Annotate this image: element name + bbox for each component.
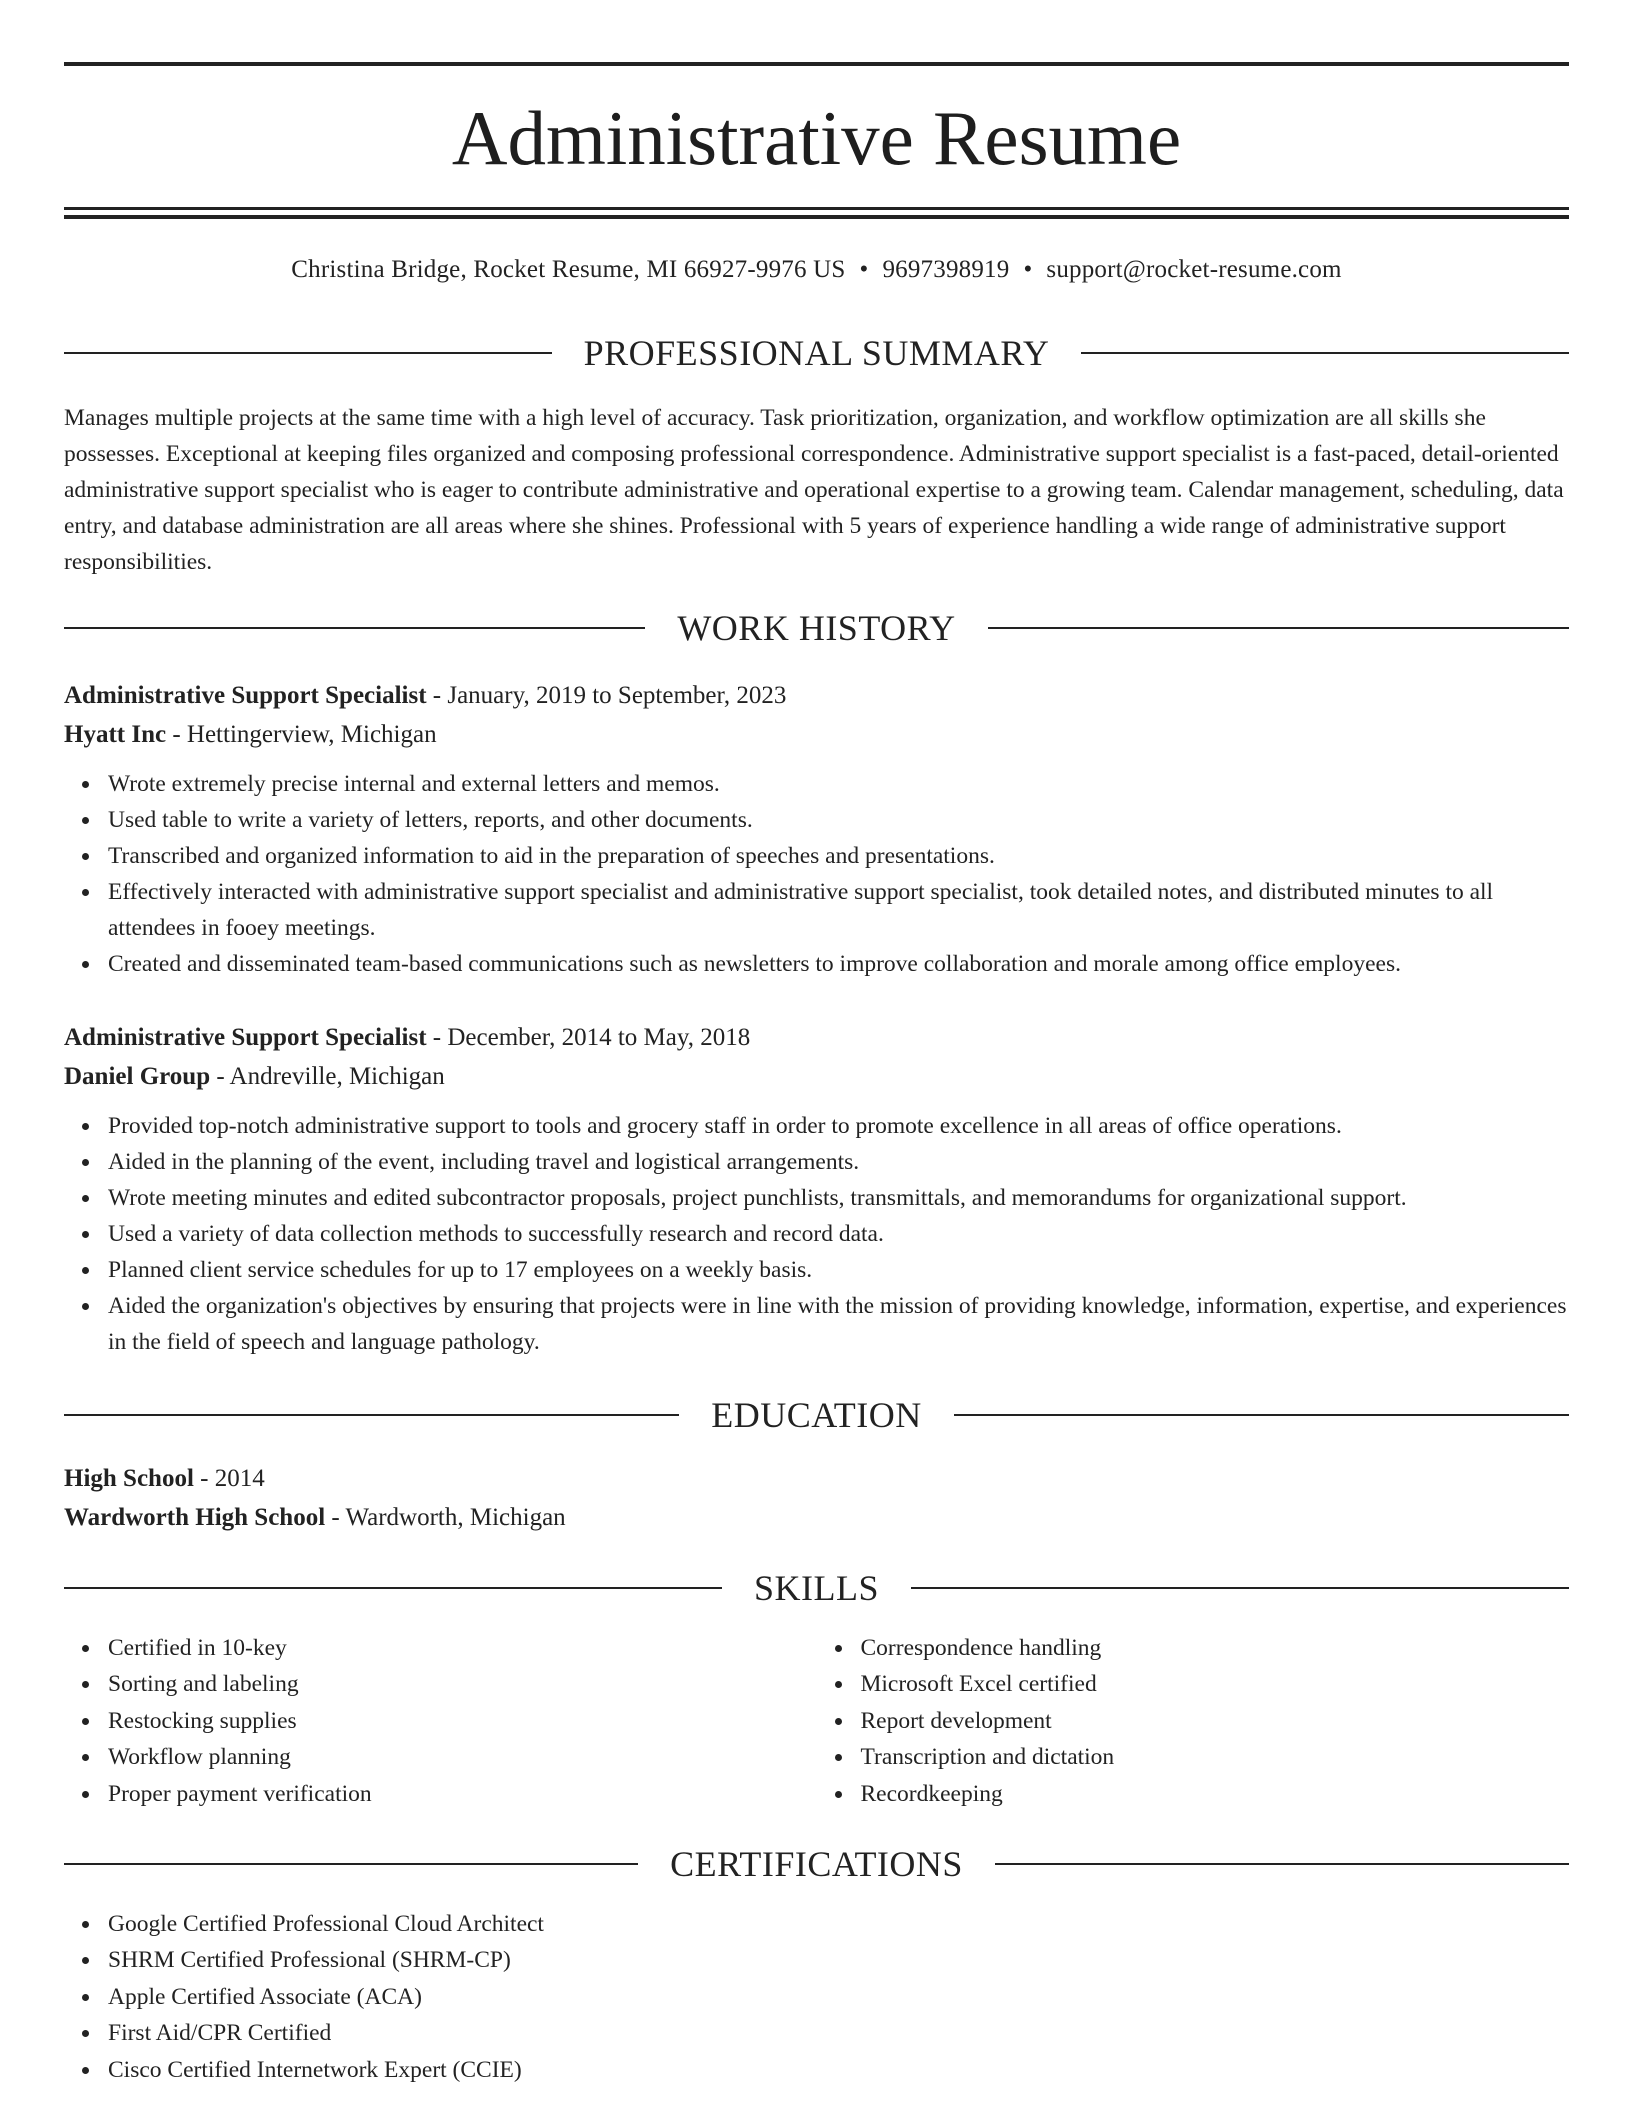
- contact-address: Christina Bridge, Rocket Resume, MI 66927-9976 US: [291, 256, 846, 283]
- certification-item: SHRM Certified Professional (SHRM-CP): [108, 1942, 1569, 1978]
- section-title: CERTIFICATIONS: [670, 1844, 963, 1884]
- dash: -: [325, 1504, 346, 1531]
- dash: -: [193, 1465, 215, 1492]
- job-company: Daniel Group: [64, 1063, 211, 1090]
- summary-text: Manages multiple projects at the same time with a high level of accuracy. Task prioritization, organization, and workflow optimization are all skills she possesses. Exceptional at keeping files organized and composing professional correspondence. Administrative support specialist is a fast-paced, detail-oriented administrative support specialist who is eager to contribute administrative and operational expertise to a growing team. Calendar management, scheduling, data entry, and database administration are all areas where she shines. Professional with 5 years of experience handling a wide range of administrative support responsibilities.: [64, 405, 1564, 575]
- section-heading-education: [64, 1390, 1569, 1440]
- heading-rule-left: [64, 1414, 679, 1416]
- skill-item: Microsoft Excel certified: [861, 1666, 1570, 1702]
- education-school: Wardworth High School: [64, 1504, 326, 1531]
- heading-rule-right: [954, 1414, 1569, 1416]
- job-bullet: Aided in the planning of the event, including travel and logistical arrangements.: [108, 1144, 1569, 1180]
- job-title-line: [64, 1018, 1569, 1057]
- certifications-items: [64, 1906, 1569, 2088]
- dash: -: [166, 721, 187, 748]
- job-bullet: Wrote extremely precise internal and external letters and memos.: [108, 766, 1569, 802]
- section-title: PROFESSIONAL SUMMARY: [583, 333, 1050, 373]
- skill-item: Proper payment verification: [108, 1776, 817, 1812]
- dash: -: [426, 682, 448, 709]
- section-heading-certifications: [64, 1839, 1569, 1889]
- education-degree-line: [64, 1459, 1569, 1498]
- job-bullets: [64, 766, 1569, 982]
- job-company: Hyatt Inc: [64, 721, 167, 748]
- dash: -: [210, 1063, 230, 1090]
- skill-item: Restocking supplies: [108, 1703, 817, 1739]
- contact-phone: 9697398919: [882, 256, 1010, 283]
- job-entry-2: [64, 1018, 1569, 1360]
- skill-item: Recordkeeping: [861, 1776, 1570, 1812]
- certification-item: Apple Certified Associate (ACA): [108, 1979, 1569, 2015]
- skill-item: Report development: [861, 1703, 1570, 1739]
- job-bullet: Used a variety of data collection methods to successfully research and record data.: [108, 1216, 1569, 1252]
- job-bullet: Transcribed and organized information to aid in the preparation of speeches and presentations.: [108, 838, 1569, 874]
- job-company-line: [64, 1057, 1569, 1096]
- heading-rule-left: [64, 352, 552, 354]
- job-title-line: [64, 676, 1569, 715]
- job-entry-1: [64, 676, 1569, 982]
- job-bullet: Aided the organization's objectives by ensuring that projects were in line with the mission of providing knowledge, information, expertise, and experiences in the field of speech and language pathology.: [108, 1288, 1569, 1360]
- dash: -: [426, 1024, 448, 1051]
- skills-column-right: [817, 1630, 1570, 1812]
- job-dates: January, 2019 to September, 2023: [447, 682, 787, 709]
- section-title: WORK HISTORY: [677, 608, 956, 648]
- skill-item: Correspondence handling: [861, 1630, 1570, 1666]
- skills-column-left: [64, 1630, 817, 1812]
- education-degree: High School: [64, 1465, 194, 1492]
- certification-item: Google Certified Professional Cloud Architect: [108, 1906, 1569, 1942]
- job-bullet: Wrote meeting minutes and edited subcontractor proposals, project punchlists, transmittals, and memorandums for organizational support.: [108, 1180, 1569, 1216]
- section-heading-work-history: [64, 603, 1569, 653]
- education-entry: [64, 1459, 1569, 1537]
- job-bullet: Created and disseminated team-based communications such as newsletters to improve collaboration and morale among office employees.: [108, 946, 1569, 982]
- heading-rule-left: [64, 627, 645, 629]
- contact-separator: •: [859, 256, 869, 283]
- heading-rule-right: [1081, 352, 1569, 354]
- job-bullets: [64, 1108, 1569, 1360]
- education-school-line: [64, 1498, 1569, 1537]
- education-year: 2014: [214, 1465, 265, 1492]
- resume-title: Administrative Resume: [451, 95, 1182, 181]
- skill-item: Workflow planning: [108, 1739, 817, 1775]
- section-title: EDUCATION: [711, 1395, 922, 1435]
- job-title: Administrative Support Specialist: [64, 1024, 427, 1051]
- skills-list: [64, 1630, 1569, 1812]
- job-location: Hettingerview, Michigan: [186, 721, 437, 748]
- heading-rule-right: [911, 1587, 1569, 1589]
- certification-item: First Aid/CPR Certified: [108, 2015, 1569, 2051]
- skill-item: Certified in 10-key: [108, 1630, 817, 1666]
- section-title: SKILLS: [754, 1568, 880, 1608]
- skill-item: Transcription and dictation: [861, 1739, 1570, 1775]
- heading-rule-right: [995, 1863, 1569, 1865]
- skill-item: Sorting and labeling: [108, 1666, 817, 1702]
- section-heading-summary: [64, 328, 1569, 378]
- job-title: Administrative Support Specialist: [64, 682, 427, 709]
- job-dates: December, 2014 to May, 2018: [447, 1024, 751, 1051]
- heading-rule-right: [988, 627, 1569, 629]
- job-bullet: Provided top-notch administrative support to tools and grocery staff in order to promote excellence in all areas of office operations.: [108, 1108, 1569, 1144]
- education-location: Wardworth, Michigan: [345, 1504, 566, 1531]
- certifications-list: [64, 1906, 1569, 2088]
- job-company-line: [64, 715, 1569, 754]
- header-top-rule: [64, 62, 1569, 66]
- contact-separator: •: [1023, 256, 1033, 283]
- section-heading-skills: [64, 1563, 1569, 1613]
- header-double-rule-upper: [64, 207, 1569, 210]
- job-bullet: Effectively interacted with administrative support specialist and administrative support specialist, took detailed notes, and distributed minutes to all attendees in fooey meetings.: [108, 874, 1569, 946]
- job-bullet: Planned client service schedules for up to 17 employees on a weekly basis.: [108, 1252, 1569, 1288]
- job-bullet: Used table to write a variety of letters, reports, and other documents.: [108, 802, 1569, 838]
- header-double-rule-lower: [64, 215, 1569, 219]
- heading-rule-left: [64, 1587, 722, 1589]
- contact-line: [64, 253, 1569, 287]
- contact-email: support@rocket-resume.com: [1046, 256, 1342, 283]
- job-location: Andreville, Michigan: [229, 1063, 445, 1090]
- heading-rule-left: [64, 1863, 638, 1865]
- certification-item: Cisco Certified Internetwork Expert (CCIE): [108, 2052, 1569, 2088]
